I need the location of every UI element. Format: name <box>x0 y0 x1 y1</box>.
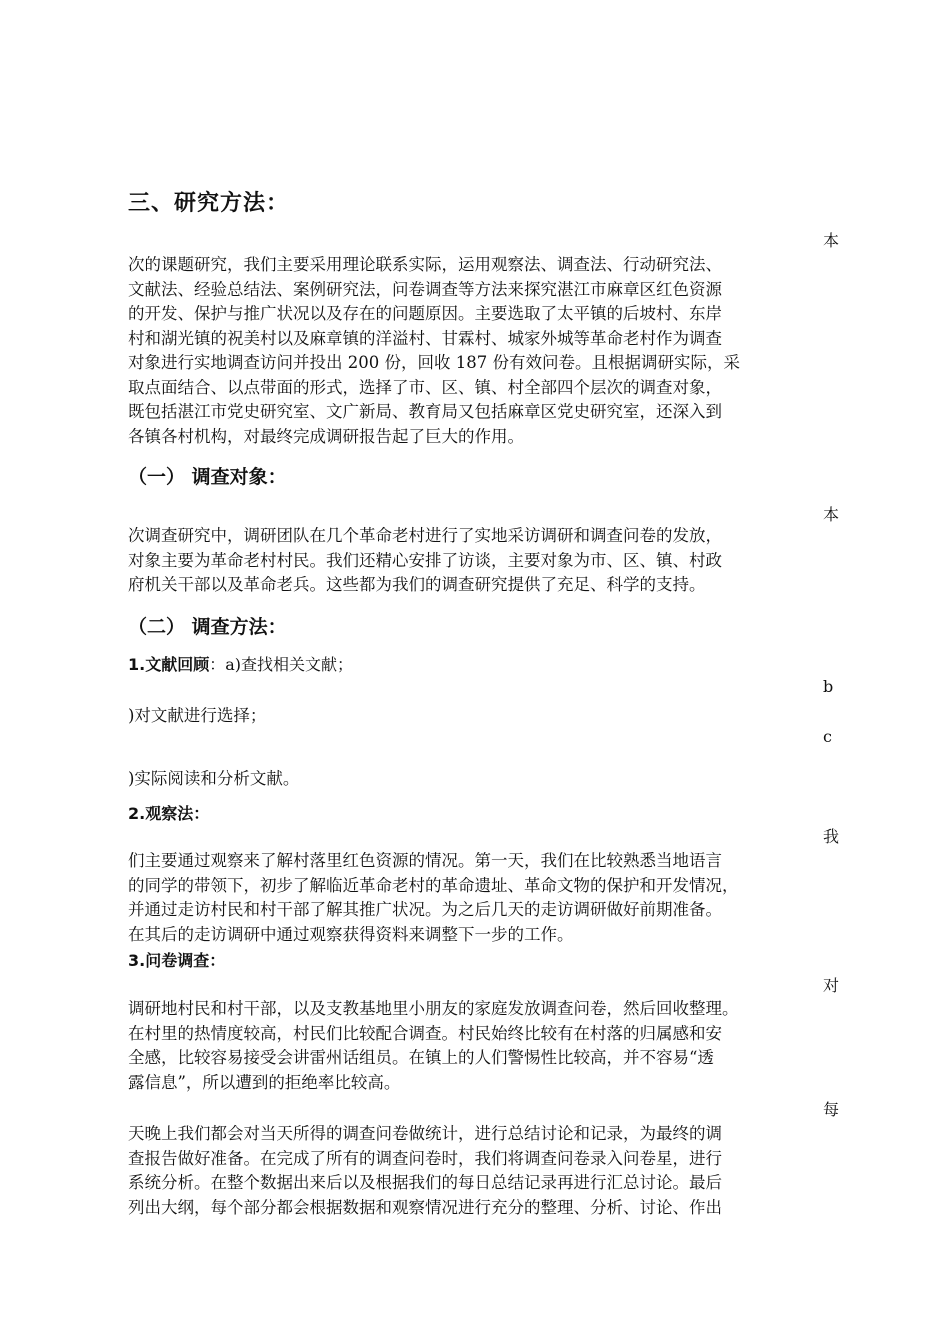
observation-label-text: 2.观察法： <box>128 804 210 823</box>
paragraph-line: 各镇各村机构，对最终完成调研报告起了巨大的作用。 <box>128 426 524 446</box>
questionnaire-paragraph <box>128 997 828 1095</box>
literature-label: 1.文献回顾 <box>128 655 210 674</box>
literature-c-text: )实际阅读和分析文献。 <box>128 769 300 788</box>
paragraph-line: 对象主要为革命老村村民。我们还精心安排了访谈，主要对象为市、区、镇、村政 <box>128 550 722 570</box>
literature-b-text: )对文献进行选择； <box>128 706 267 725</box>
paragraph-line: 天晚上我们都会对当天所得的调查问卷做统计，进行总结讨论和记录，为最终的调 <box>128 1124 722 1143</box>
questionnaire-lead-char-2: 每 <box>823 1100 840 1119</box>
paragraph-line: 取点面结合、以点带面的形式，选择了市、区、镇、村全部四个层次的调查对象， <box>128 377 722 397</box>
paragraph-line: 文献法、经验总结法、案例研究法，问卷调查等方法来探究湛江市麻章区红色资源 <box>128 279 722 299</box>
subject-lead-char: 本 <box>823 505 840 524</box>
observation-lead-char: 我 <box>823 827 840 846</box>
paragraph-line: 露信息”，所以遭到的拒绝率比较高。 <box>128 1072 401 1092</box>
paragraph-line: 列出大纲，每个部分都会根据数据和观察情况进行充分的整理、分析、讨论、作出 <box>128 1197 722 1217</box>
paragraph-line: 全感，比较容易接受会讲雷州话组员。在镇上的人们警惕性比较高，并不容易“透 <box>128 1048 714 1067</box>
paragraph-line: 并通过走访村民和村干部了解其推广状况。为之后几天的走访调研做好前期准备。 <box>128 900 722 919</box>
paragraph-line: 的同学的带领下，初步了解临近革命老村的革命遗址、革命文物的保护和开发情况， <box>128 875 739 895</box>
paragraph-line: 次的课题研究，我们主要采用理论联系实际，运用观察法、调查法、行动研究法、 <box>128 255 722 274</box>
questionnaire-label-text: 3.问卷调查： <box>128 951 226 970</box>
paragraph-line: 既包括湛江市党史研究室、文广新局、教育局又包括麻章区党史研究室，还深入到 <box>128 402 722 421</box>
paragraph-line: 村和湖光镇的祝美村以及麻章镇的洋溢村、甘霖村、城家外城等革命老村作为调查 <box>128 328 722 348</box>
paragraph-line: 的开发、保护与推广状况以及存在的问题原因。主要选取了太平镇的后坡村、东岸 <box>128 304 722 323</box>
section-paragraph <box>128 253 828 449</box>
literature-b-char: b <box>823 677 834 696</box>
questionnaire-label <box>128 948 225 971</box>
questionnaire-lead-char: 对 <box>823 976 840 995</box>
literature-review-line <box>128 652 353 675</box>
paragraph-line: 系统分析。在整个数据出来后以及根据我们的每日总结记录再进行汇总讨论。最后 <box>128 1173 722 1192</box>
questionnaire-paragraph-2 <box>128 1122 828 1220</box>
subject-heading: （一） 调查对象： <box>128 466 287 488</box>
paragraph-line: 在村里的热情度较高，村民们比较配合调查。村民始终比较有在村落的归属感和安 <box>128 1023 722 1043</box>
observation-paragraph <box>128 849 828 947</box>
paragraph-line: 府机关干部以及革命老兵。这些都为我们的调查研究提供了充足、科学的支持。 <box>128 575 706 594</box>
literature-text: ：a)查找相关文献； <box>209 655 354 674</box>
literature-c-char: c <box>823 727 832 746</box>
section-lead-char: 本 <box>823 231 840 250</box>
paragraph-line: 查报告做好准备。在完成了所有的调查问卷时，我们将调查问卷录入问卷星，进行 <box>128 1148 722 1168</box>
observation-label <box>128 801 209 824</box>
paragraph-line: 调研地村民和村干部，以及支教基地里小朋友的家庭发放调查问卷，然后回收整理。 <box>128 999 739 1018</box>
paragraph-line: 们主要通过观察来了解村落里红色资源的情况。第一天，我们在比较熟悉当地语言 <box>128 851 722 870</box>
paragraph-line: 次调查研究中，调研团队在几个革命老村进行了实地采访调研和调查问卷的发放， <box>128 526 722 545</box>
paragraph-line: 对象进行实地调查访问并投出 200 份，回收 187 份有效问卷。且根据调研实际，采 <box>128 353 740 372</box>
method-heading: （二） 调查方法： <box>128 616 287 638</box>
paragraph-line: 在其后的走访调研中通过观察获得资料来调整下一步的工作。 <box>128 924 574 944</box>
subject-paragraph <box>128 524 828 598</box>
section-heading: 三、研究方法： <box>128 191 290 216</box>
